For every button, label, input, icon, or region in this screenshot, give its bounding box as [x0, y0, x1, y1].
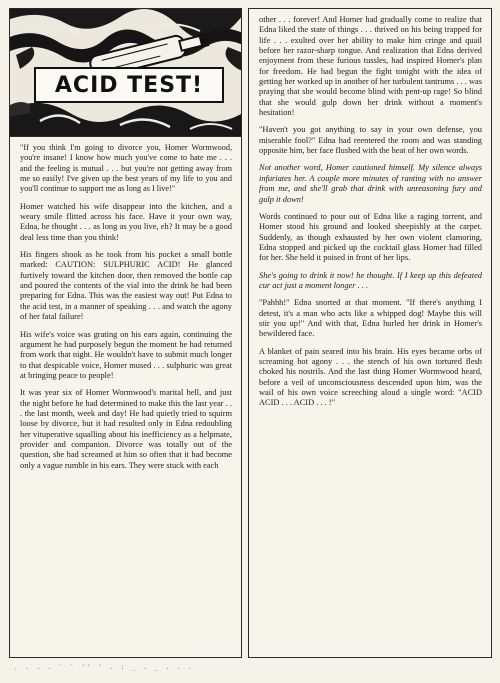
- right-column: [248, 8, 492, 658]
- right-paragraph-5: She's going to drink it now! he thought. If I keep up this defeated cur act just a moment longer . . .: [259, 270, 482, 290]
- right-paragraph-3: Not another word, Homer cautioned himself. My silence always infuriates her. A couple more minutes of ranting with no answer from me, and she'll grab that drink with unreasoning fury and gulp it down!: [259, 163, 482, 204]
- right-paragraph-4: Words continued to pour out of Edna like a raging torrent, and Homer stood his ground and looked sheepishly at the carpet. Suddenly, as though exhausted by her own violent clamoring, Edna stopped and picked up the cocktail glass Homer had filled for her. She held it poised in front of her lips.: [259, 211, 482, 263]
- title-illustration: [10, 9, 241, 137]
- left-paragraph-5: It was year six of Homer Wormwood's marital hell, and just the night before he had determined to make this the last year . . . the last month, week and day! He had quietly tried to squirm loose by divorce, but it had resulted only in Edna redoubling her vituperative squalling about his inefficiency as a helpmate, provider and companion. Divorce was totally out of the question, she had screamed at him so often that it had become only a vague rumble in his ears. They were stuck with each: [20, 388, 232, 470]
- left-paragraph-4: His wife's voice was grating on his ears again, continuing the argument he had purposely begun the moment he had returned from work that night. He wouldn't have to submit much longer to that despicable voice, Homer mused . . . sulphuric was great at bringing peace to people!: [20, 329, 232, 380]
- title-plate: [34, 67, 224, 103]
- right-paragraph-1: other . . . forever! And Homer had gradually come to realize that Edna liked the state of things . . . thrived on his being trapped for life . . . exulted over her ability to make him cringe and quail before her razor-sharp tongue. And realization that Edna derived enjoyment from these furious tussles, had inspired Homer's plan for freedom. He had begun the fight tonight with the idea of getting her worked up in another of her turbulent tantrums . . . was praying that she would become blind with pent-up rage! So blind that she would gulp down her drink without a moment's hesitation!: [259, 15, 482, 118]
- left-text-area: [10, 137, 241, 471]
- right-paragraph-7: A blanket of pain seared into his brain. His eyes became orbs of screaming hot agony . . . the stench of his own tortured flesh choked his nostrils. And the last thing Homer Wormwood heard, before a veil of unconsciousness descended upon him, was the wail of his own voice screeching aloud a single word: "ACID ACID . . . ACID . . . !": [259, 346, 482, 408]
- story-title: ACID TEST!: [54, 72, 204, 98]
- right-paragraph-2: "Haven't you got anything to say in your own defense, you miserable fool?" Edna had reentered the room and was standing opposite him, her face flushed with the heat of her own words.: [259, 125, 482, 156]
- left-paragraph-1: "If you think I'm going to divorce you, Homer Wormwood, you're insane! I know how much you've come to hate me . . . and the feeling is mutual . . . but you're not getting away from me so easily! I've given up the best years of my life to you and you'll continue to support me as long as I live!": [20, 143, 232, 194]
- left-column: [9, 8, 242, 658]
- left-paragraph-2: Homer watched his wife disappear into the kitchen, and a weary smile flitted across his face. Have it your own way, Edna, he thought . . . as long as you live, eh? It may be a good deal less time than you think!: [20, 201, 232, 242]
- right-paragraph-6: "Pahhh!" Edna snorted at that moment. "If there's anything I detest, it's a man who acts like a whipped dog! Maybe this will stir you up!" And with that, Edna hurled her drink in Homer's bewildered face.: [259, 298, 482, 339]
- footer-scribble: . . . . ` ` '' ' . : _ . _ . . .: [14, 664, 194, 671]
- left-paragraph-3: His fingers shook as he took from his pocket a small bottle marked: CAUTION: SULPHURIC ACID! He glanced furtively toward the kitchen door, then removed the bottle cap and poured the contents of the vial into the drink he had been preparing for Edna. This was the easiest way out! Put Edna to the acid test, in a manner of speaking . . . and watch the agony of her fatal failure!: [20, 250, 232, 322]
